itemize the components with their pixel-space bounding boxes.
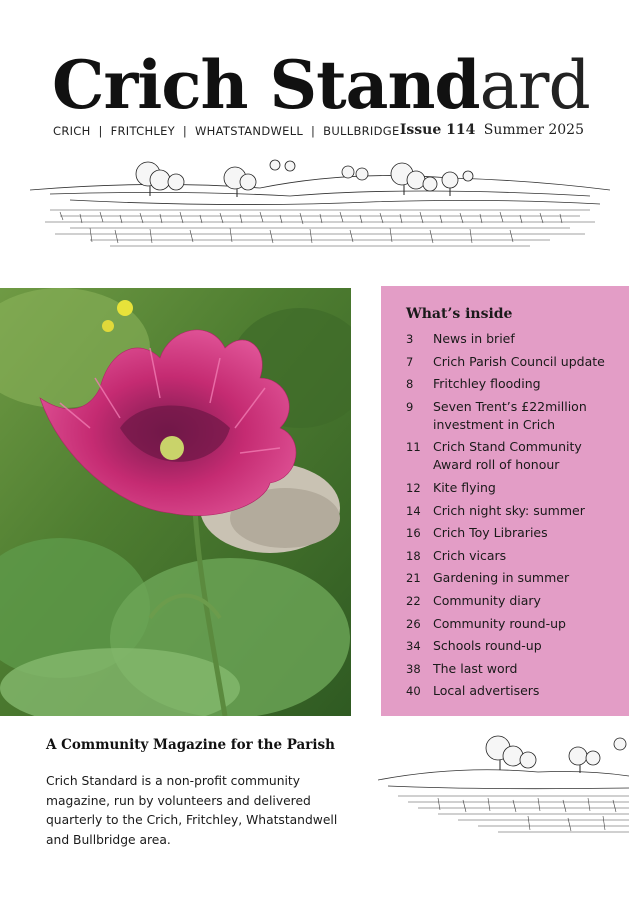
contents-item-title: Crich Parish Council update bbox=[433, 353, 605, 369]
contents-item-page: 12 bbox=[406, 480, 421, 495]
contents-item-page: 26 bbox=[406, 616, 421, 631]
poppy-photo bbox=[0, 288, 351, 716]
contents-item bbox=[406, 502, 621, 520]
issue-info bbox=[400, 122, 584, 138]
contents-item bbox=[406, 547, 621, 565]
landscape-sketch-top bbox=[30, 150, 610, 260]
contents-item-title: Community round-up bbox=[433, 615, 566, 631]
contents-item-page: 18 bbox=[406, 548, 421, 563]
contents-item-page: 38 bbox=[406, 661, 421, 676]
contents-item-page: 34 bbox=[406, 639, 421, 654]
landscape-sketch-bottom bbox=[378, 730, 629, 850]
contents-item-page: 8 bbox=[406, 377, 414, 392]
masthead bbox=[52, 40, 592, 124]
contents-item bbox=[406, 398, 621, 434]
contents-item-page: 14 bbox=[406, 503, 421, 518]
contents-list bbox=[406, 330, 621, 705]
contents-item-title: Crich Toy Libraries bbox=[433, 525, 548, 541]
places-line: CRICH | FRITCHLEY | WHATSTANDWELL | BULLBRIDGE bbox=[53, 124, 400, 138]
contents-item-title: Schools round-up bbox=[433, 638, 542, 654]
contents-item-page: 11 bbox=[406, 440, 421, 455]
contents-item-title: Seven Trent’s £22million investment in Crich bbox=[433, 398, 587, 432]
contents-item bbox=[406, 569, 621, 587]
contents-item-title: Crich night sky: summer bbox=[433, 502, 585, 518]
title-bold-part: Crich Stand bbox=[52, 46, 480, 124]
contents-item bbox=[406, 438, 621, 474]
contents-item-title: Crich vicars bbox=[433, 547, 507, 563]
contents-item-page: 16 bbox=[406, 526, 421, 541]
contents-item-title: The last word bbox=[433, 660, 518, 676]
contents-item bbox=[406, 592, 621, 610]
footer-title: A Community Magazine for the Parish bbox=[46, 737, 335, 753]
contents-item bbox=[406, 353, 621, 371]
issue-number: Issue 114 bbox=[399, 122, 476, 138]
magazine-title bbox=[52, 40, 590, 131]
contents-panel bbox=[381, 286, 629, 716]
footer-description: Crich Standard is a non-profit community magazine, run by volunteers and delivered quarterly to the Crich, Fritchley, Whatstandwell and Bullbridge area. bbox=[46, 774, 338, 847]
contents-item-title: Local advertisers bbox=[433, 683, 540, 699]
contents-item bbox=[406, 375, 621, 393]
contents-item-page: 7 bbox=[406, 354, 414, 369]
contents-item bbox=[406, 524, 621, 542]
contents-item-title: Crich Stand Community Award roll of honour bbox=[433, 439, 582, 473]
contents-item bbox=[406, 330, 621, 348]
contents-item-title: Gardening in summer bbox=[433, 570, 570, 586]
contents-item-page: 40 bbox=[406, 684, 421, 699]
contents-item-title: Kite flying bbox=[433, 479, 496, 495]
contents-item-title: News in brief bbox=[433, 331, 515, 346]
contents-item-page: 22 bbox=[406, 593, 421, 608]
contents-item-page: 3 bbox=[406, 332, 414, 346]
contents-item-page: 21 bbox=[406, 571, 421, 586]
contents-item-page: 9 bbox=[406, 399, 414, 414]
contents-heading: What’s inside bbox=[406, 306, 513, 322]
contents-item bbox=[406, 615, 621, 633]
issue-season: Summer 2025 bbox=[483, 122, 584, 138]
contents-item bbox=[406, 637, 621, 655]
contents-item bbox=[406, 479, 621, 497]
title-light-part: ard bbox=[479, 47, 590, 124]
contents-item-title: Fritchley flooding bbox=[433, 376, 541, 392]
contents-item-title: Community diary bbox=[433, 592, 541, 608]
contents-item bbox=[406, 682, 621, 700]
contents-item bbox=[406, 660, 621, 678]
